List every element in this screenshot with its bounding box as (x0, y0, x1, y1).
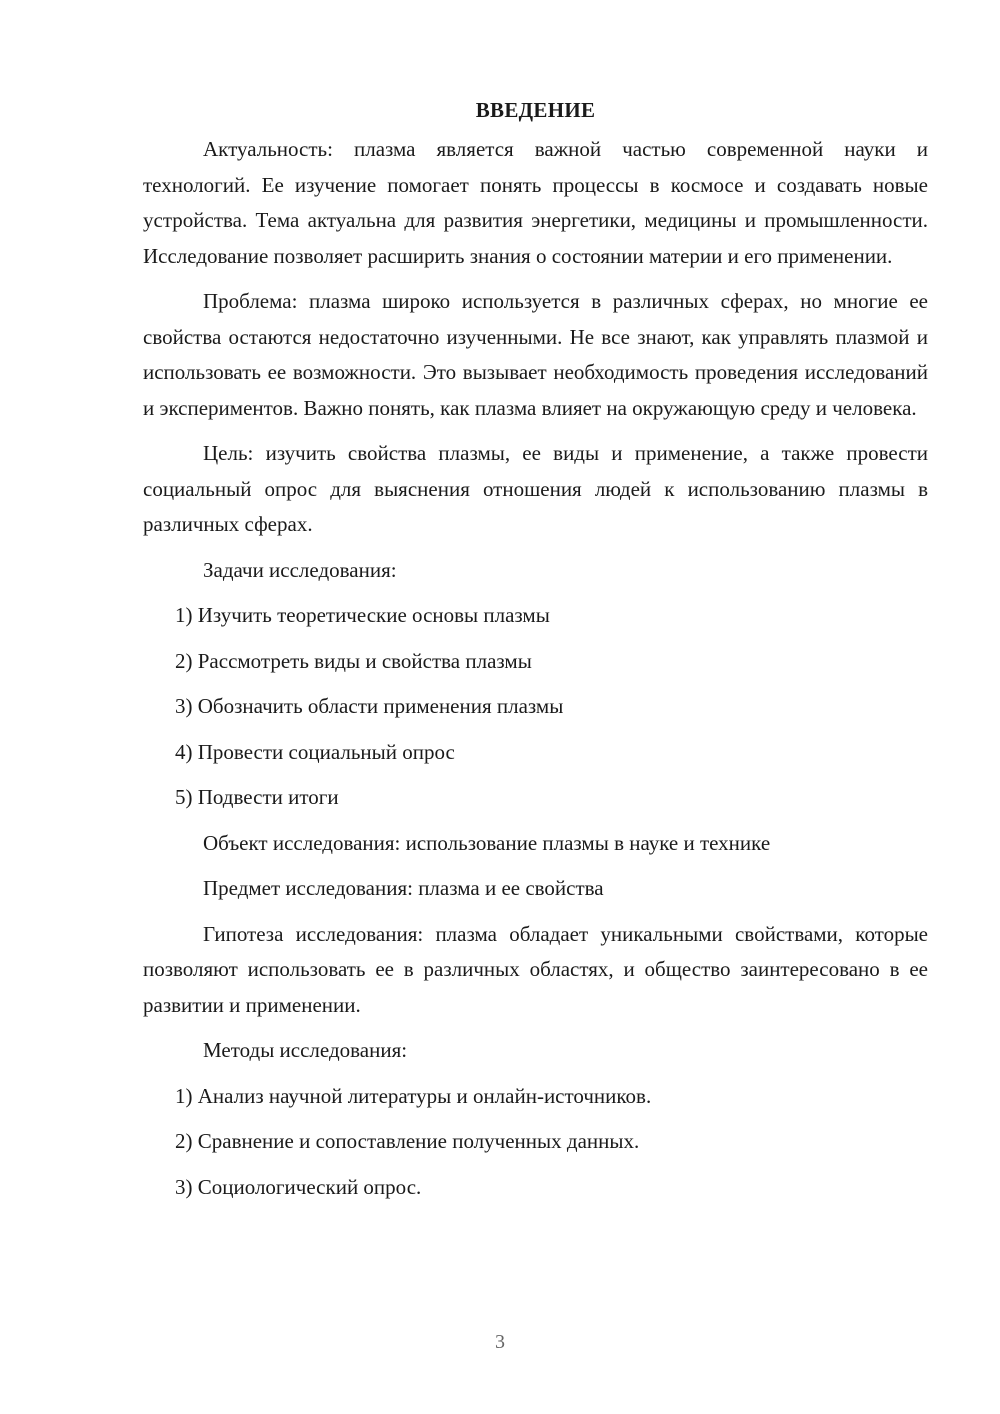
research-subject: Предмет исследования: плазма и ее свойства (203, 876, 604, 900)
page-number: 3 (495, 1331, 505, 1353)
relevance-paragraph: Актуальность: плазма является важной частью современной науки и технологий. Ее изучение помогает понять процессы в космосе и создавать новые устройства. Тема актуальна для развития энергетики, медицины и промышленности. Исследование позволяет расширить знания о состоянии материи и его применении. (143, 137, 928, 268)
list-item: 4) Провести социальный опрос (175, 739, 455, 764)
list-item: 1) Анализ научной литературы и онлайн-источников. (175, 1083, 652, 1108)
problem-paragraph: Проблема: плазма широко используется в различных сферах, но многие ее свойства остаются недостаточно изученными. Не все знают, как управлять плазмой и использовать ее возможности. Это вызывает необходимость проведения исследований и экспериментов. Важно понять, как плазма влияет на окружающую среду и человека. (143, 289, 928, 420)
goal-paragraph: Цель: изучить свойства плазмы, ее виды и применение, а также провести социальный опрос для выяснения отношения людей к использованию плазмы в различных сферах. (143, 441, 928, 536)
methods-list (143, 1079, 928, 1206)
list-item: 2) Рассмотреть виды и свойства плазмы (175, 648, 532, 673)
research-object: Объект исследования: использование плазмы в науке и технике (203, 830, 771, 855)
document-page (143, 92, 928, 1215)
hypothesis-paragraph: Гипотеза исследования: плазма обладает уникальными свойствами, которые позволяют использовать ее в различных областях, и общество заинтересовано в ее развитии и применении. (143, 921, 928, 1017)
section-title: ВВЕДЕНИЕ (475, 98, 596, 122)
tasks-list (143, 598, 928, 816)
list-item: 5) Подвести итоги (175, 785, 339, 809)
tasks-heading: Задачи исследования: (203, 557, 397, 582)
methods-heading: Методы исследования: (203, 1038, 408, 1062)
list-item: 3) Обозначить области применения плазмы (175, 694, 564, 718)
list-item: 2) Сравнение и сопоставление полученных данных. (175, 1129, 640, 1153)
list-item: 3) Социологический опрос. (175, 1174, 422, 1199)
list-item: 1) Изучить теоретические основы плазмы (175, 603, 550, 627)
